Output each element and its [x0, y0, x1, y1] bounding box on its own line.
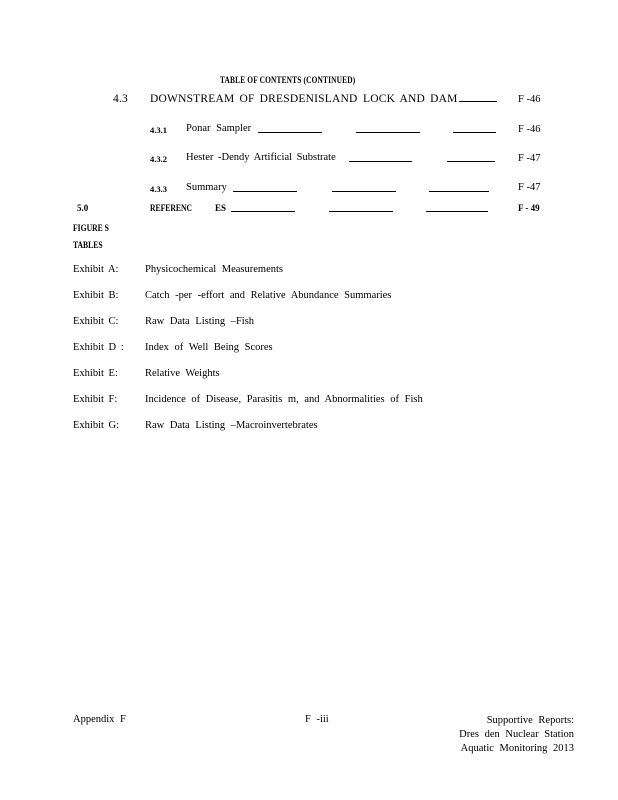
exhibit-title[interactable]: Relative Weights [145, 368, 220, 379]
footer-report-line: Aquatic Monitoring 2013 [460, 743, 574, 754]
exhibit-title[interactable]: Physicochemical Measurements [145, 264, 284, 275]
exhibit-label: Exhibit C: [73, 316, 119, 327]
exhibit-label: Exhibit E: [73, 368, 118, 379]
toc-leader-line [233, 191, 297, 192]
toc-entry-title[interactable]: Ponar Sampler [186, 123, 252, 134]
toc-entry-title[interactable]: REFERENC [150, 203, 193, 213]
exhibit-title[interactable]: Catch -per -effort and Relative Abundance Summaries [145, 290, 392, 301]
exhibit-label: Exhibit A: [73, 264, 119, 275]
exhibit-label: Exhibit F: [73, 394, 118, 405]
toc-leader-line [429, 191, 489, 192]
exhibit-label: Exhibit B: [73, 290, 119, 301]
toc-leader-line [258, 132, 322, 133]
toc-entry-page: F -47 [518, 153, 541, 164]
toc-entry-number: 5.0 [77, 203, 89, 213]
toc-entry-page: F -47 [518, 182, 541, 193]
footer-page-number: F -iii [305, 714, 329, 725]
footer-appendix: Appendix F [73, 714, 126, 725]
toc-heading: TABLE OF CONTENTS (CONTINUED) [220, 75, 356, 85]
toc-leader-line [453, 132, 496, 133]
toc-entry-page: F - 49 [518, 203, 540, 213]
toc-entry-title[interactable]: Summary [186, 182, 227, 193]
exhibit-title[interactable]: Incidence of Disease, Parasitis m, and Abnormalities of Fish [145, 394, 423, 405]
exhibit-title[interactable]: Index of Well Being Scores [145, 342, 273, 353]
toc-leader-line [329, 211, 393, 212]
exhibit-label: Exhibit G: [73, 420, 120, 431]
toc-leader-line [349, 161, 412, 162]
exhibit-label: Exhibit D : [73, 342, 124, 353]
toc-leader-line [447, 161, 495, 162]
footer-report-line: Supportive Reports: [486, 715, 574, 726]
toc-entry-number: 4.3.1 [150, 125, 167, 135]
toc-entry-number: 4.3.2 [150, 154, 167, 164]
toc-entry-title-cont[interactable]: ES [215, 203, 227, 213]
tables-label: TABLES [73, 240, 103, 250]
exhibit-title[interactable]: Raw Data Listing –Macroinvertebrates [145, 420, 318, 431]
toc-leader-line [356, 132, 420, 133]
footer-report-line: Dres den Nuclear Station [459, 729, 574, 740]
toc-entry-title[interactable]: Hester -Dendy Artificial Substrate [186, 152, 336, 163]
toc-entry-number: 4.3.3 [150, 184, 167, 194]
toc-entry-page: F -46 [518, 124, 541, 135]
figures-label: FIGURE S [73, 223, 109, 233]
toc-leader-line [459, 101, 497, 102]
toc-entry-page: F -46 [518, 94, 541, 105]
exhibit-title[interactable]: Raw Data Listing –Fish [145, 316, 255, 327]
toc-leader-line [332, 191, 396, 192]
toc-leader-line [426, 211, 488, 212]
toc-leader-line [231, 211, 295, 212]
toc-entry-title[interactable]: DOWNSTREAM OF DRESDENISLAND [150, 93, 358, 105]
footer-report-info [459, 714, 574, 756]
toc-entry-title-cont[interactable]: LOCK AND DAM [363, 93, 458, 105]
toc-entry-number: 4.3 [113, 93, 128, 105]
